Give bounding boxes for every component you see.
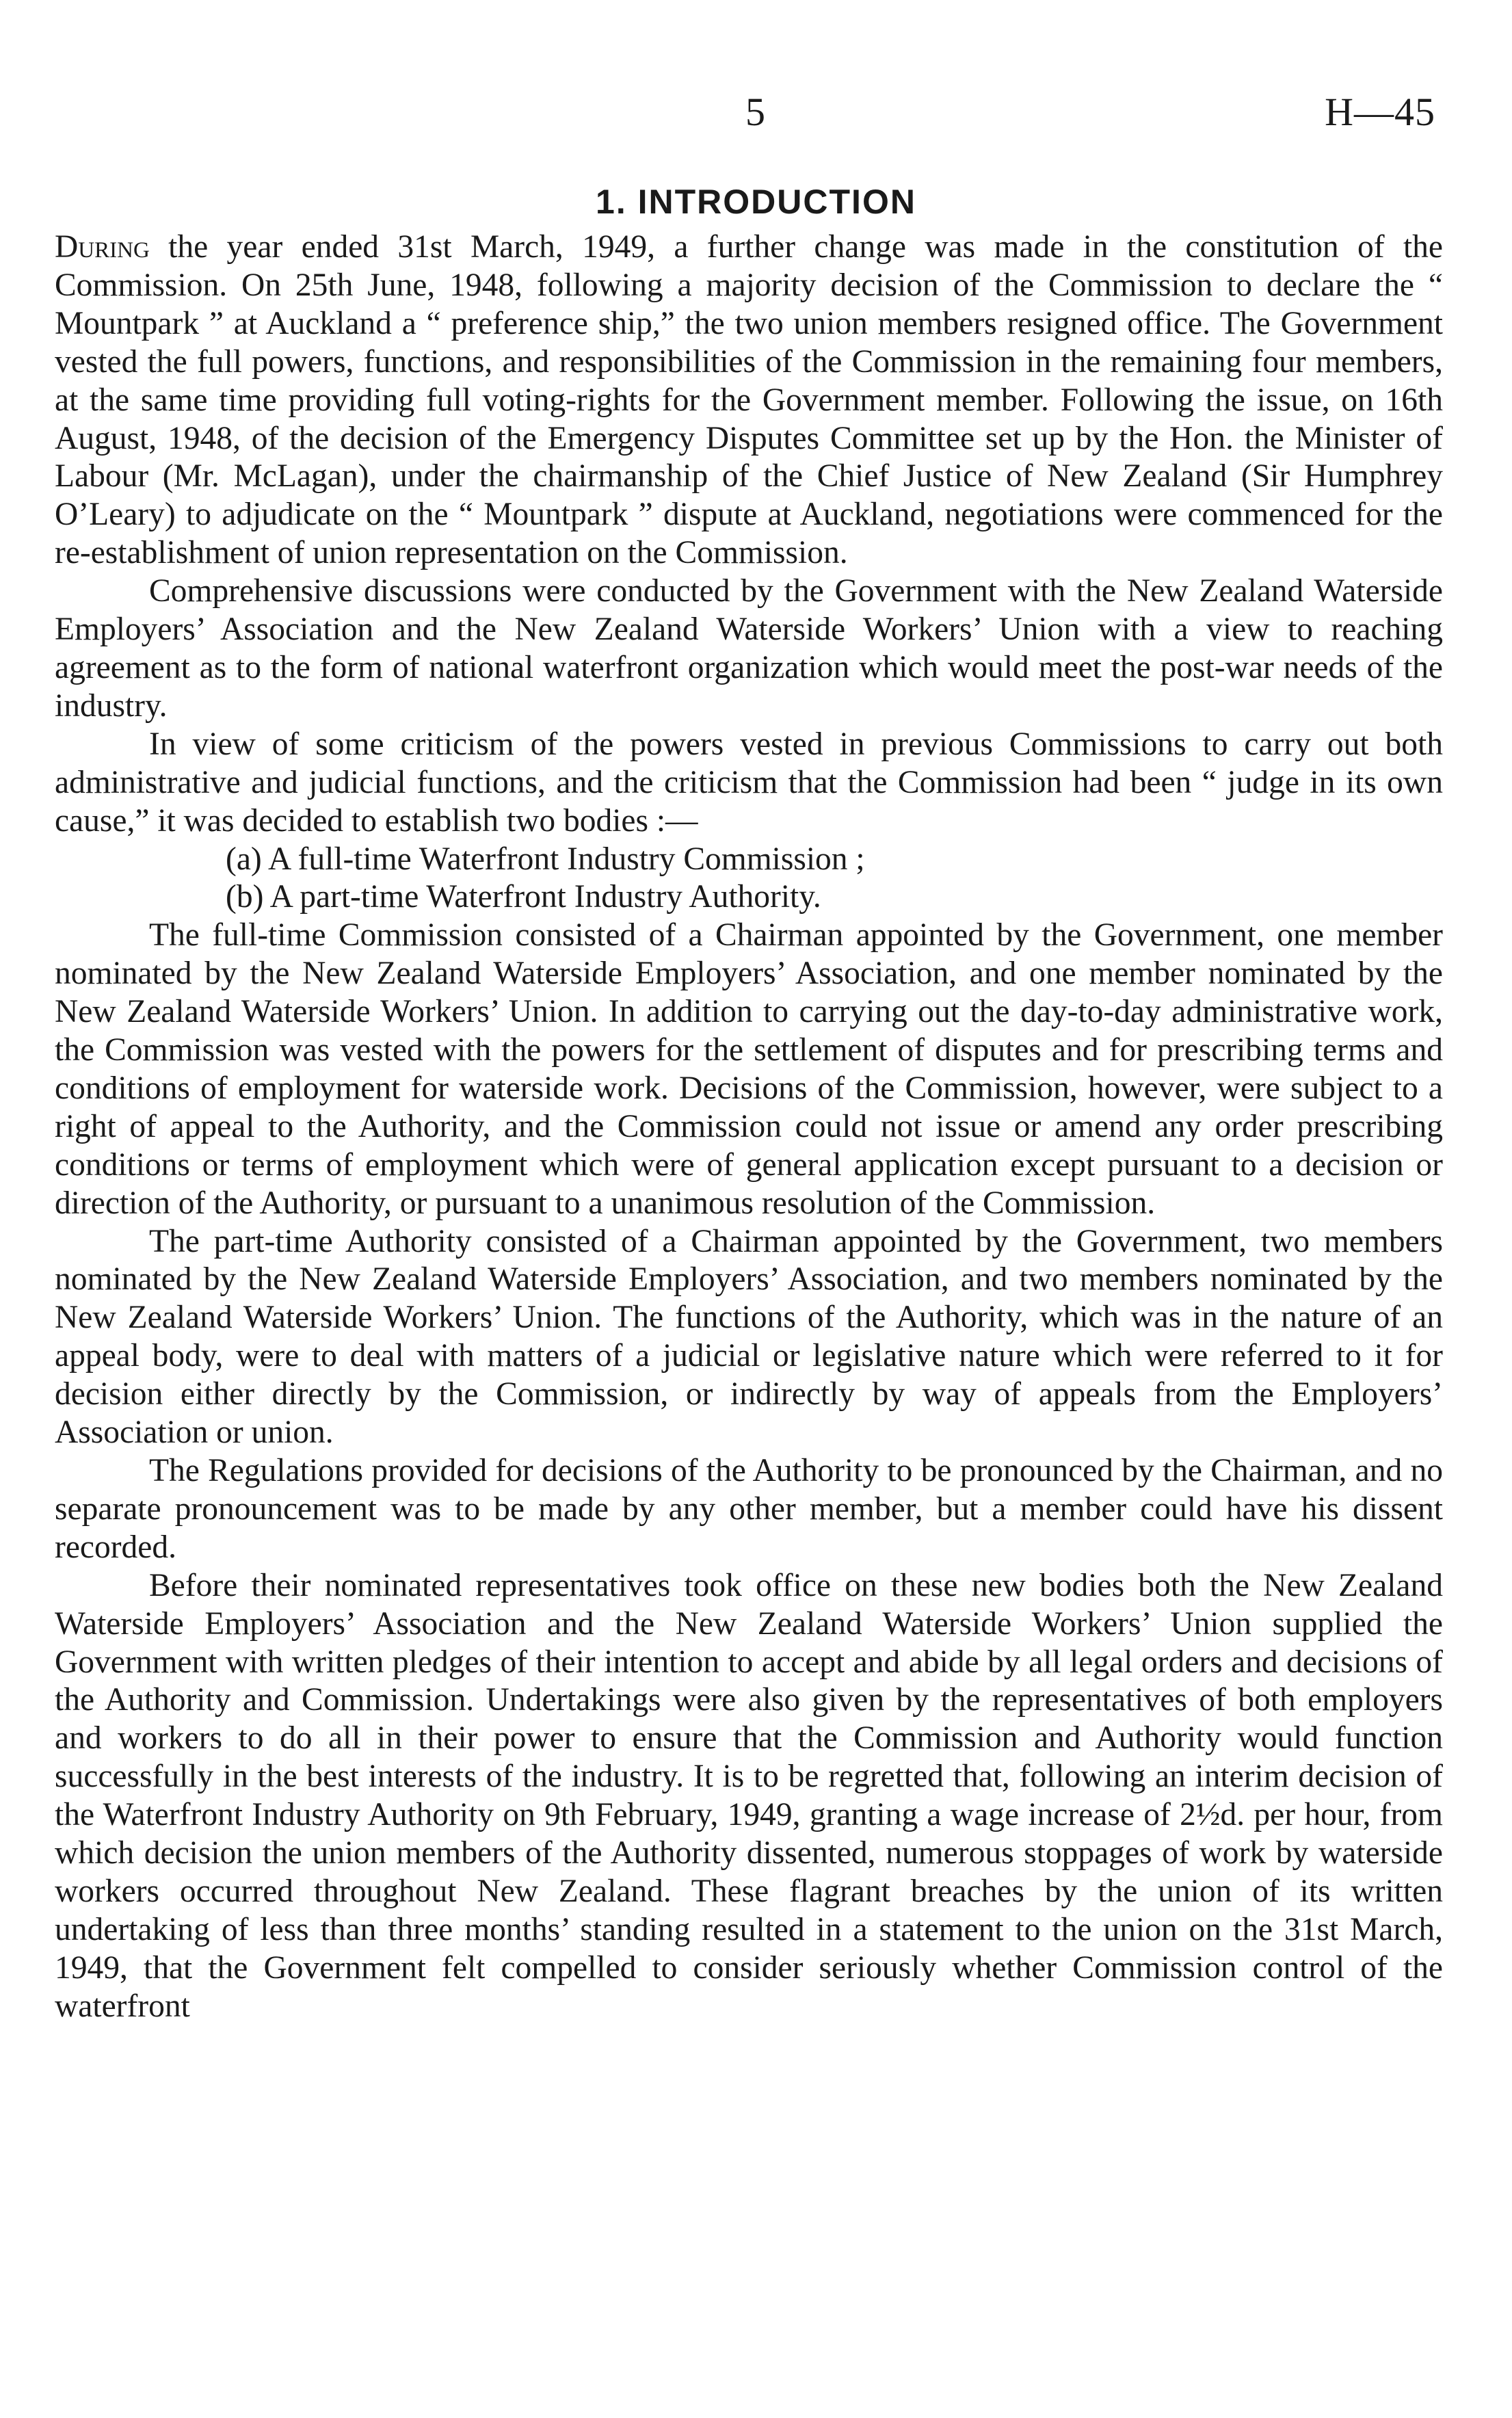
paragraph-2: Comprehensive discussions were conducted by the Government with the New Zealand Waterside Employers’ Association and the New Zealand Waterside Workers’ Union with a view to reaching agreement as to the form of national waterfront organization which would meet the post-war needs of the industry. [55, 573, 1443, 724]
paragraph-1 [55, 228, 1443, 573]
paragraph-3: In view of some criticism of the powers vested in previous Commissions to carry out both administrative and judicial functions, and the criticism that the Commission had been “ judge in its own cause,” it was decided to establish two bodies :— [55, 726, 1443, 839]
paragraph-6: The Regulations provided for decisions of the Authority to be pronounced by the Chairman, and no separate pronouncement was to be made by any other member, but a member could have his dissent recorded. [55, 1453, 1443, 1565]
body-text [55, 228, 1443, 2026]
list-item-a: (a) A full-time Waterfront Industry Commission ; [226, 841, 865, 877]
list-item-b: (b) A part-time Waterfront Industry Authority. [226, 879, 821, 915]
paragraph-1-lead: During [55, 229, 150, 265]
page-number: 5 [745, 90, 765, 134]
paragraph-7: Before their nominated representatives took office on these new bodies both the New Zealand Waterside Employers’ Association and the New Zealand Waterside Workers’ Union supplied the Government with written pledges of their intention to accept and abide by all legal orders and decisions of the Authority and Commission. Undertakings were also given by the representatives of both employers and workers to do all in their power to ensure that the Commission and Authority would function successfully in the best interests of the industry. It is to be regretted that, following an interim decision of the Waterfront Industry Authority on 9th February, 1949, granting a wage increase of 2½d. per hour, from which decision the union members of the Authority dissented, numerous stoppages of work by waterside workers occurred throughout New Zealand. These flagrant breaches by the union of its written undertaking of less than three months’ standing resulted in a statement to the union on the 31st March, 1949, that the Government felt compelled to consider seriously whether Commission control of the waterfront [55, 1567, 1443, 2024]
paragraph-5: The part-time Authority consisted of a Chairman appointed by the Government, two members nominated by the New Zealand Waterside Employers’ Association, and two members nominated by the New Zealand Waterside Workers’ Union. The functions of the Authority, which was in the nature of an appeal body, were to deal with matters of a judicial or legislative nature which were referred to it for decision either directly by the Commission, or indirectly by way of appeals from the Employers’ Association or union. [55, 1223, 1443, 1451]
page-header [0, 89, 1512, 150]
section-title: 1. INTRODUCTION [596, 183, 916, 221]
paragraph-4: The full-time Commission consisted of a Chairman appointed by the Government, one member nominated by the New Zealand Waterside Employers’ Association, and one member nominated by the New Zealand Waterside Workers’ Union. In addition to carrying out the day-to-day administrative work, the Commission was vested with the powers for the settlement of disputes and for prescribing terms and conditions of employment for waterside work. Decisions of the Commission, however, were subject to a right of appeal to the Authority, and the Commission could not issue or amend any order prescribing conditions or terms of employment which were of general application except pursuant to a decision or direction of the Authority, or pursuant to a unanimous resolution of the Commission. [55, 917, 1443, 1221]
document-reference: H—45 [1325, 90, 1435, 134]
paragraph-1-text: the year ended 31st March, 1949, a further change was made in the constitution of the Commission. On 25th June, 1948, following a majority decision of the Commission to declare the “ Mountpark ” at Auckland a “ preference ship,” the two union members resigned office. The Government vested the full powers, functions, and responsibilities of the Commission in the remaining four members, at the same time providing full voting-rights for the Government member. Following the issue, on 16th August, 1948, of the decision of the Emergency Disputes Committee set up by the Hon. the Minister of Labour (Mr. McLagan), under the chairmanship of the Chief Justice of New Zealand (Sir Humphrey O’Leary) to adjudicate on the “ Mountpark ” dispute at Auckland, negotiations were commenced for the re-establishment of union representation on the Commission. [55, 229, 1443, 571]
bodies-list [55, 841, 1443, 917]
